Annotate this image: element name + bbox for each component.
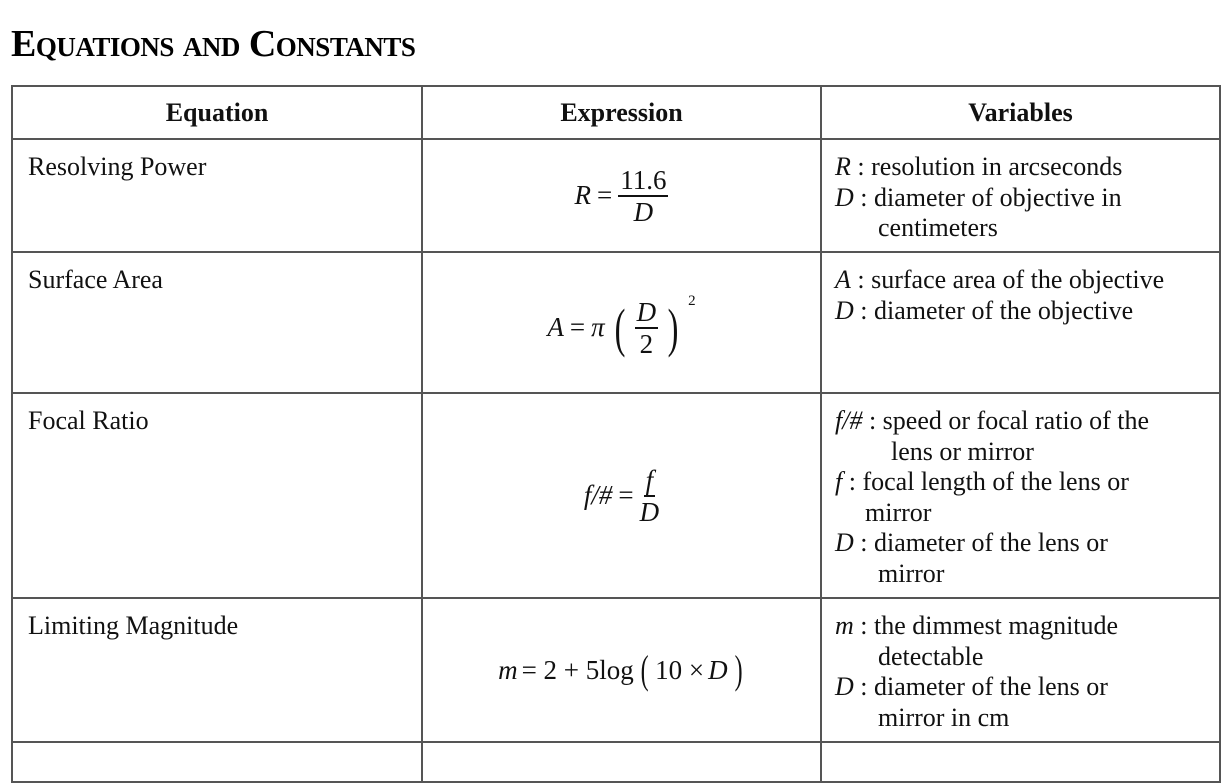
var-symbol: D xyxy=(835,182,854,212)
variables xyxy=(821,598,1220,742)
variable xyxy=(835,406,1219,467)
table-cell xyxy=(422,742,821,782)
page-title: Equations and Constants xyxy=(11,23,416,65)
variable xyxy=(835,265,1219,296)
equation-name: Resolving Power xyxy=(12,139,422,252)
var-desc-cont: centimeters xyxy=(878,213,998,242)
variable xyxy=(835,183,1219,244)
table-cell xyxy=(821,742,1220,782)
equations-table xyxy=(11,85,1221,783)
equation-name: Surface Area xyxy=(12,252,422,393)
variable xyxy=(835,611,1219,672)
var-symbol: D xyxy=(835,295,854,325)
fraction xyxy=(635,297,659,359)
var-symbol: D xyxy=(835,672,854,701)
var-desc: : surface area of the objective xyxy=(850,265,1165,294)
variable xyxy=(835,528,1219,589)
var-symbol: f xyxy=(835,467,843,496)
table-row xyxy=(12,139,1220,252)
expr-lhs: m xyxy=(498,654,518,685)
table-header-row xyxy=(12,86,1220,139)
var-desc: : resolution in arcseconds xyxy=(850,152,1123,181)
var-symbol: m xyxy=(835,611,854,640)
variables xyxy=(821,139,1220,252)
expr-arg: 10 × xyxy=(655,654,705,685)
header-equation: Equation xyxy=(12,86,422,139)
header-expression: Expression xyxy=(422,86,821,139)
var-symbol: R xyxy=(835,152,851,181)
expression xyxy=(422,393,821,598)
var-desc: : the dimmest magnitude xyxy=(853,611,1119,640)
var-symbol: A xyxy=(835,265,851,294)
table-row xyxy=(12,393,1220,598)
expression: A = π ( $\frac{D}{2}$ ) $^2$ xyxy=(422,252,821,393)
var-desc: : speed or focal ratio of the xyxy=(862,406,1150,435)
variable xyxy=(835,152,1219,183)
var-desc: : diameter of the lens or xyxy=(853,528,1108,557)
expr-lhs: A xyxy=(547,312,564,342)
table-row xyxy=(12,252,1220,393)
header-variables: Variables xyxy=(821,86,1220,139)
variables xyxy=(821,393,1220,598)
numerator: D xyxy=(636,296,657,327)
expr-eq: = xyxy=(618,480,634,510)
table-cell xyxy=(12,742,422,782)
expr-rhs: = 2 + 5log xyxy=(521,654,634,685)
numerator: 11.6 xyxy=(620,164,667,195)
variable xyxy=(835,467,1219,528)
var-desc-cont: detectable xyxy=(878,641,984,671)
expr-lhs: R xyxy=(574,180,591,210)
variables xyxy=(821,252,1220,393)
table-row xyxy=(12,598,1220,742)
equation-name: Limiting Magnitude xyxy=(12,598,422,742)
expr-var: D xyxy=(708,654,728,685)
expr-pi: π xyxy=(591,312,605,342)
variable xyxy=(835,672,1219,733)
numerator: f xyxy=(645,464,654,495)
var-symbol: D xyxy=(835,528,854,557)
var-desc: : diameter of the lens or xyxy=(853,672,1108,701)
fraction xyxy=(618,165,668,227)
expression: m = 2 + 5log ( 10 × D ) xyxy=(422,598,821,742)
denominator: D xyxy=(639,496,660,527)
var-desc-cont: mirror xyxy=(878,558,945,588)
expression xyxy=(422,139,821,252)
var-desc: : focal length of the lens or xyxy=(842,467,1129,496)
expr-eq: = xyxy=(569,312,586,342)
var-desc-cont: mirror xyxy=(865,497,932,527)
var-desc-cont: mirror in cm xyxy=(878,702,1010,732)
var-desc-cont: lens or mirror xyxy=(891,436,1034,466)
expr-lhs: f/# xyxy=(583,480,613,510)
variable xyxy=(835,296,1219,327)
denominator: 2 xyxy=(639,328,654,359)
denominator: D xyxy=(633,196,654,227)
fraction xyxy=(640,465,660,527)
expr-eq: = xyxy=(597,180,613,210)
var-symbol: f/# xyxy=(835,406,863,435)
var-desc: : diameter of the objective xyxy=(853,295,1134,325)
exponent: 2 xyxy=(688,293,696,309)
equation-name: Focal Ratio xyxy=(12,393,422,598)
table-row-partial xyxy=(12,742,1220,782)
var-desc: : diameter of objective in xyxy=(853,182,1122,212)
